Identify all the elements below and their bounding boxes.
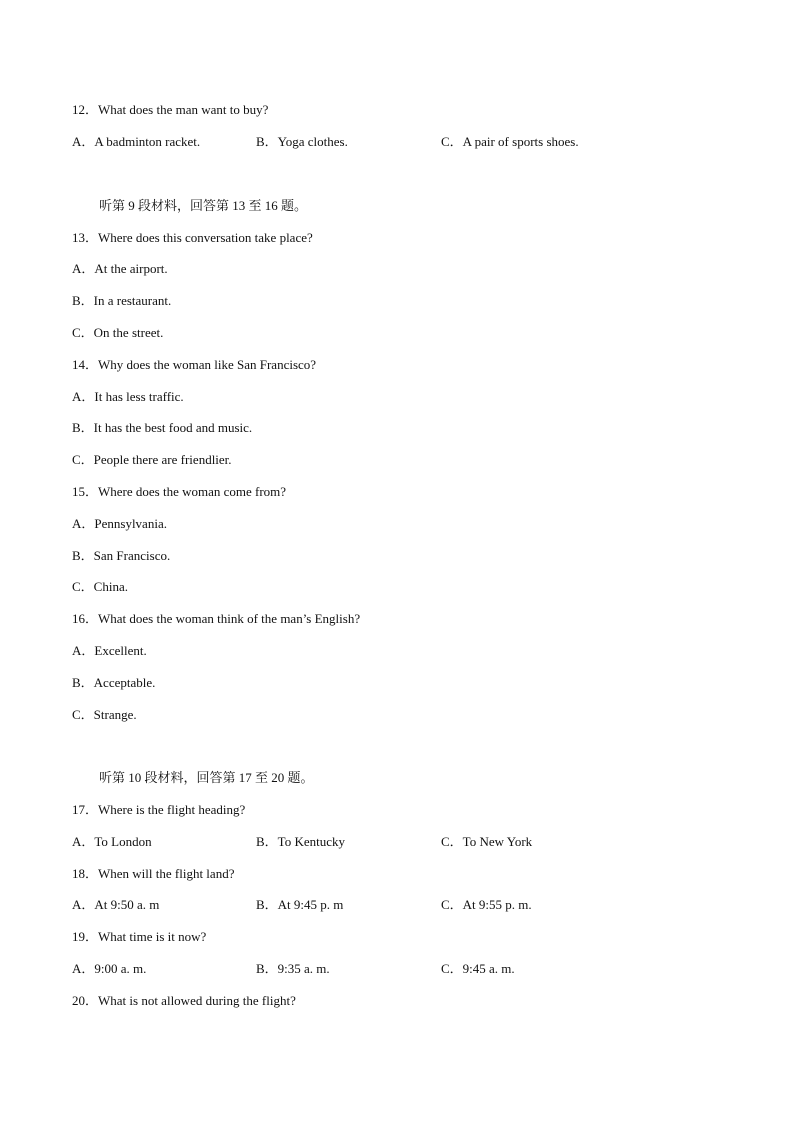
q17-option-c: C．To New York [441, 834, 533, 849]
question-15: 15．Where does the woman come from? [72, 484, 287, 499]
q13-option-a: A．At the airport. [72, 261, 168, 276]
q15-option-b: B．San Francisco. [72, 548, 171, 563]
question-13: 13．Where does this conversation take place? [72, 230, 313, 245]
q19-option-b: B．9:35 a. m. [256, 961, 330, 976]
question-17: 17．Where is the flight heading? [72, 802, 246, 817]
q17-option-b: B．To Kentucky [256, 834, 345, 849]
section-9-instruction: 听第 9 段材料，回答第 13 至 16 题。 [99, 198, 308, 213]
q18-option-a: A．At 9:50 a. m [72, 897, 160, 912]
q13-option-c: C．On the street. [72, 325, 164, 340]
q15-option-a: A．Pennsylvania. [72, 516, 167, 531]
q17-option-a: A．To London [72, 834, 152, 849]
q14-option-c: C．People there are friendlier. [72, 452, 232, 467]
q13-option-b: B．In a restaurant. [72, 293, 172, 308]
q18-option-c: C．At 9:55 p. m. [441, 897, 532, 912]
question-18: 18．When will the flight land? [72, 866, 235, 881]
q16-option-b: B．Acceptable. [72, 675, 156, 690]
q12-option-a: A．A badminton racket. [72, 134, 201, 149]
question-20: 20．What is not allowed during the flight? [72, 993, 296, 1008]
section-10-instruction: 听第 10 段材料，回答第 17 至 20 题。 [99, 770, 314, 785]
question-12: 12．What does the man want to buy? [72, 102, 269, 117]
q16-option-a: A．Excellent. [72, 643, 147, 658]
question-16: 16．What does the woman think of the man’s English? [72, 611, 361, 626]
question-14: 14．Why does the woman like San Francisco? [72, 357, 317, 372]
q14-option-a: A．It has less traffic. [72, 389, 184, 404]
question-19: 19．What time is it now? [72, 929, 207, 944]
q12-option-b: B．Yoga clothes. [256, 134, 348, 149]
q12-option-c: C．A pair of sports shoes. [441, 134, 579, 149]
q14-option-b: B．It has the best food and music. [72, 420, 253, 435]
q18-option-b: B．At 9:45 p. m [256, 897, 344, 912]
q19-option-a: A．9:00 a. m. [72, 961, 147, 976]
q15-option-c: C．China. [72, 579, 128, 594]
q16-option-c: C．Strange. [72, 707, 137, 722]
q19-option-c: C．9:45 a. m. [441, 961, 515, 976]
